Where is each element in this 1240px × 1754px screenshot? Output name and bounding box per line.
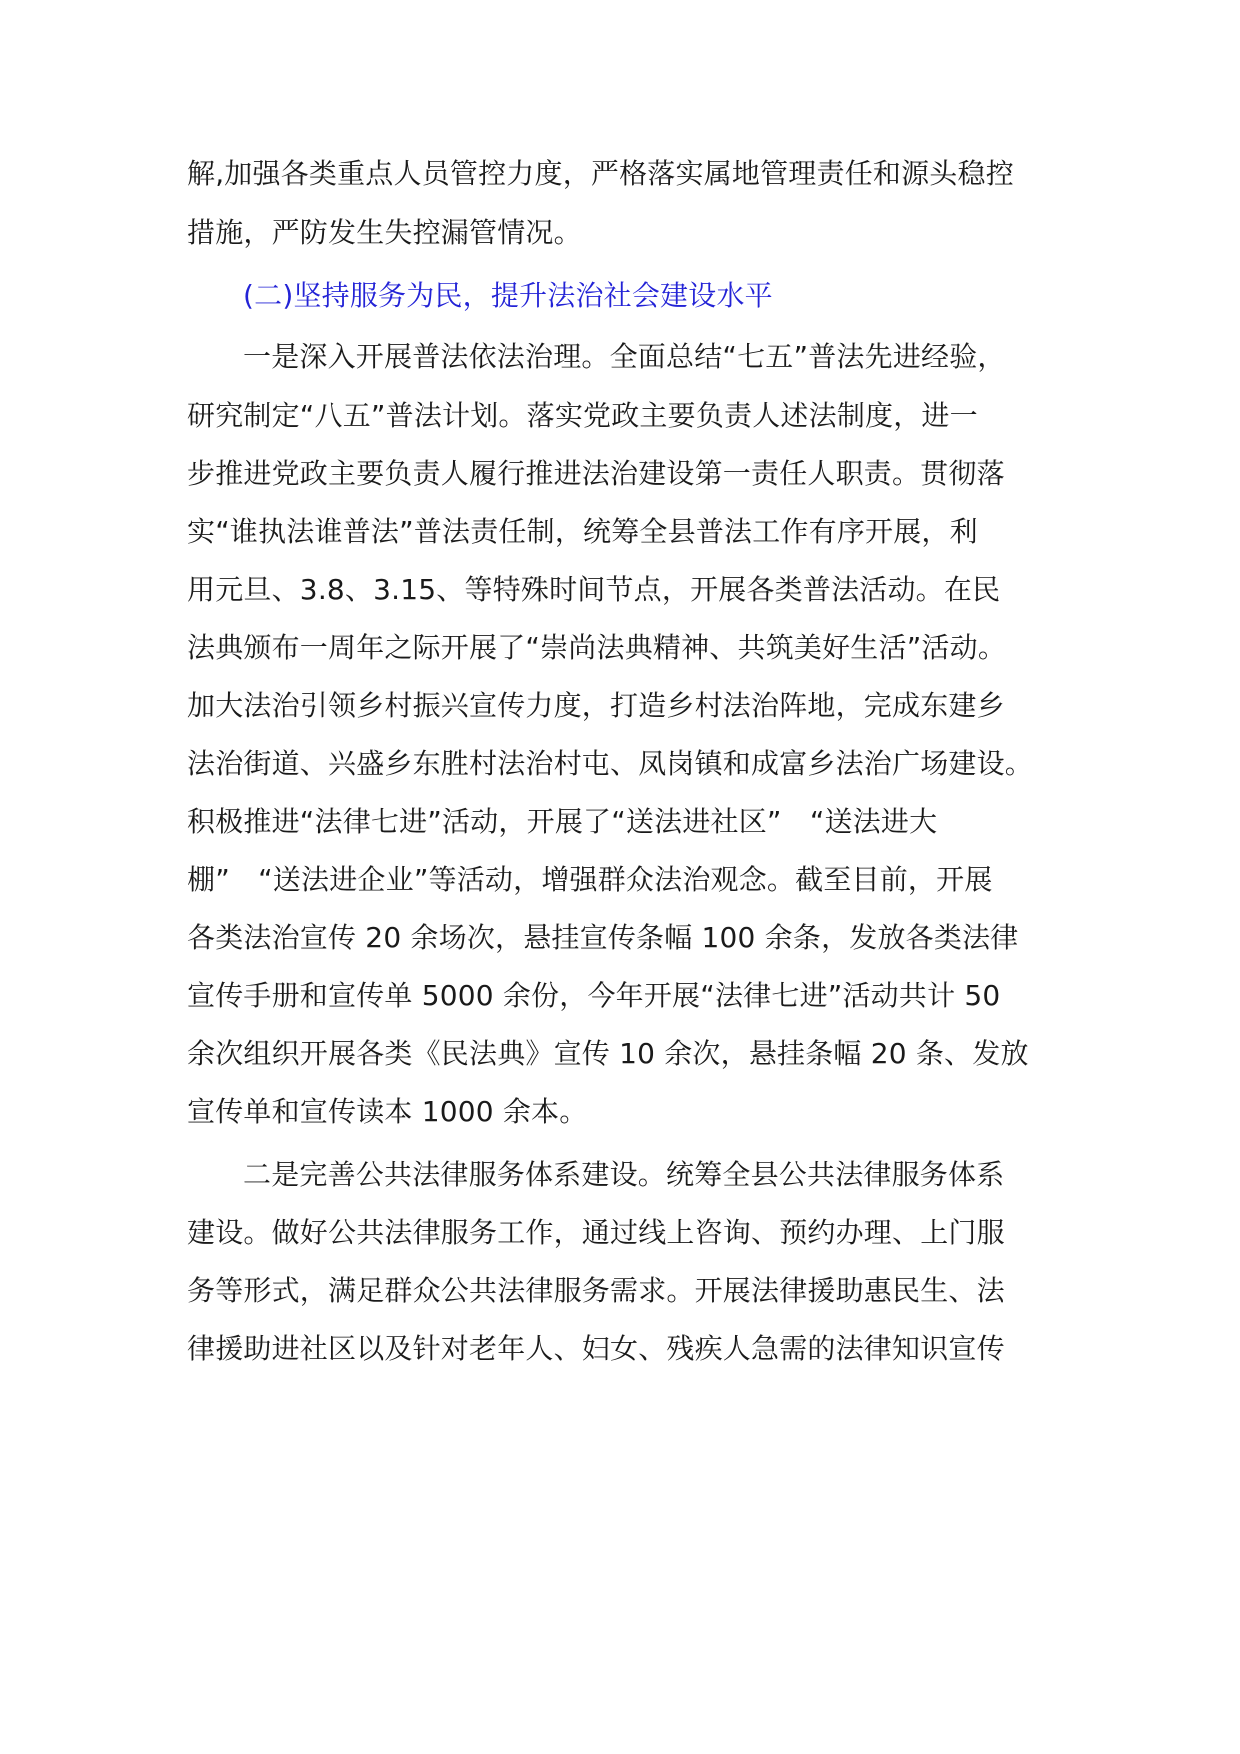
text-line: 余次组织开展各类《民法典》宣传 10 余次，悬挂条幅 20 条、发放: [187, 1037, 1029, 1070]
text-line: 宣传单和宣传读本 1000 余本。: [187, 1095, 588, 1128]
text-line: 解,加强各类重点人员管控力度，严格落实属地管理责任和源头稳控: [187, 157, 1014, 190]
text-line: 研究制定“八五”普法计划。落实党政主要负责人述法制度，进一: [187, 399, 978, 432]
text-line: 步推进党政主要负责人履行推进法治建设第一责任人职责。贯彻落: [187, 457, 1005, 490]
text-line: 积极推进“法律七进”活动，开展了“送法进社区” “送法进大: [187, 805, 938, 838]
text-line: 用元旦、3.8、3.15、等特殊时间节点，开展各类普法活动。在民: [187, 573, 1001, 606]
text-line: 务等形式，满足群众公共法律服务需求。开展法律援助惠民生、法: [187, 1274, 1005, 1307]
text-line: 各类法治宣传 20 余场次，悬挂宣传条幅 100 余条，发放各类法律: [187, 921, 1019, 954]
text-line: 法典颁布一周年之际开展了“崇尚法典精神、共筑美好生活”活动。: [187, 631, 1007, 664]
text-line: 宣传手册和宣传单 5000 余份，今年开展“法律七进”活动共计 50: [187, 979, 1001, 1012]
text-line: 一是深入开展普法依法治理。全面总结“七五”普法先进经验，: [243, 340, 1006, 373]
text-line: 加大法治引领乡村振兴宣传力度，打造乡村法治阵地，完成东建乡: [187, 689, 1005, 722]
text-line: 棚” “送法进企业”等活动，增强群众法治观念。截至目前，开展: [187, 863, 993, 896]
text-line: 实“谁执法谁普法”普法责任制，统筹全县普法工作有序开展，利: [187, 515, 978, 548]
text-line: 措施，严防发生失控漏管情况。: [187, 216, 582, 249]
text-line: 建设。做好公共法律服务工作，通过线上咨询、预约办理、上门服: [187, 1216, 1005, 1249]
section-heading: (二)坚持服务为民，提升法治社会建设水平: [243, 279, 773, 312]
text-line: 二是完善公共法律服务体系建设。统筹全县公共法律服务体系: [243, 1158, 1005, 1191]
text-line: 律援助进社区以及针对老年人、妇女、残疾人急需的法律知识宣传: [187, 1332, 1005, 1365]
text-line: 法治街道、兴盛乡东胜村法治村屯、凤岗镇和成富乡法治广场建设。: [187, 747, 1034, 780]
